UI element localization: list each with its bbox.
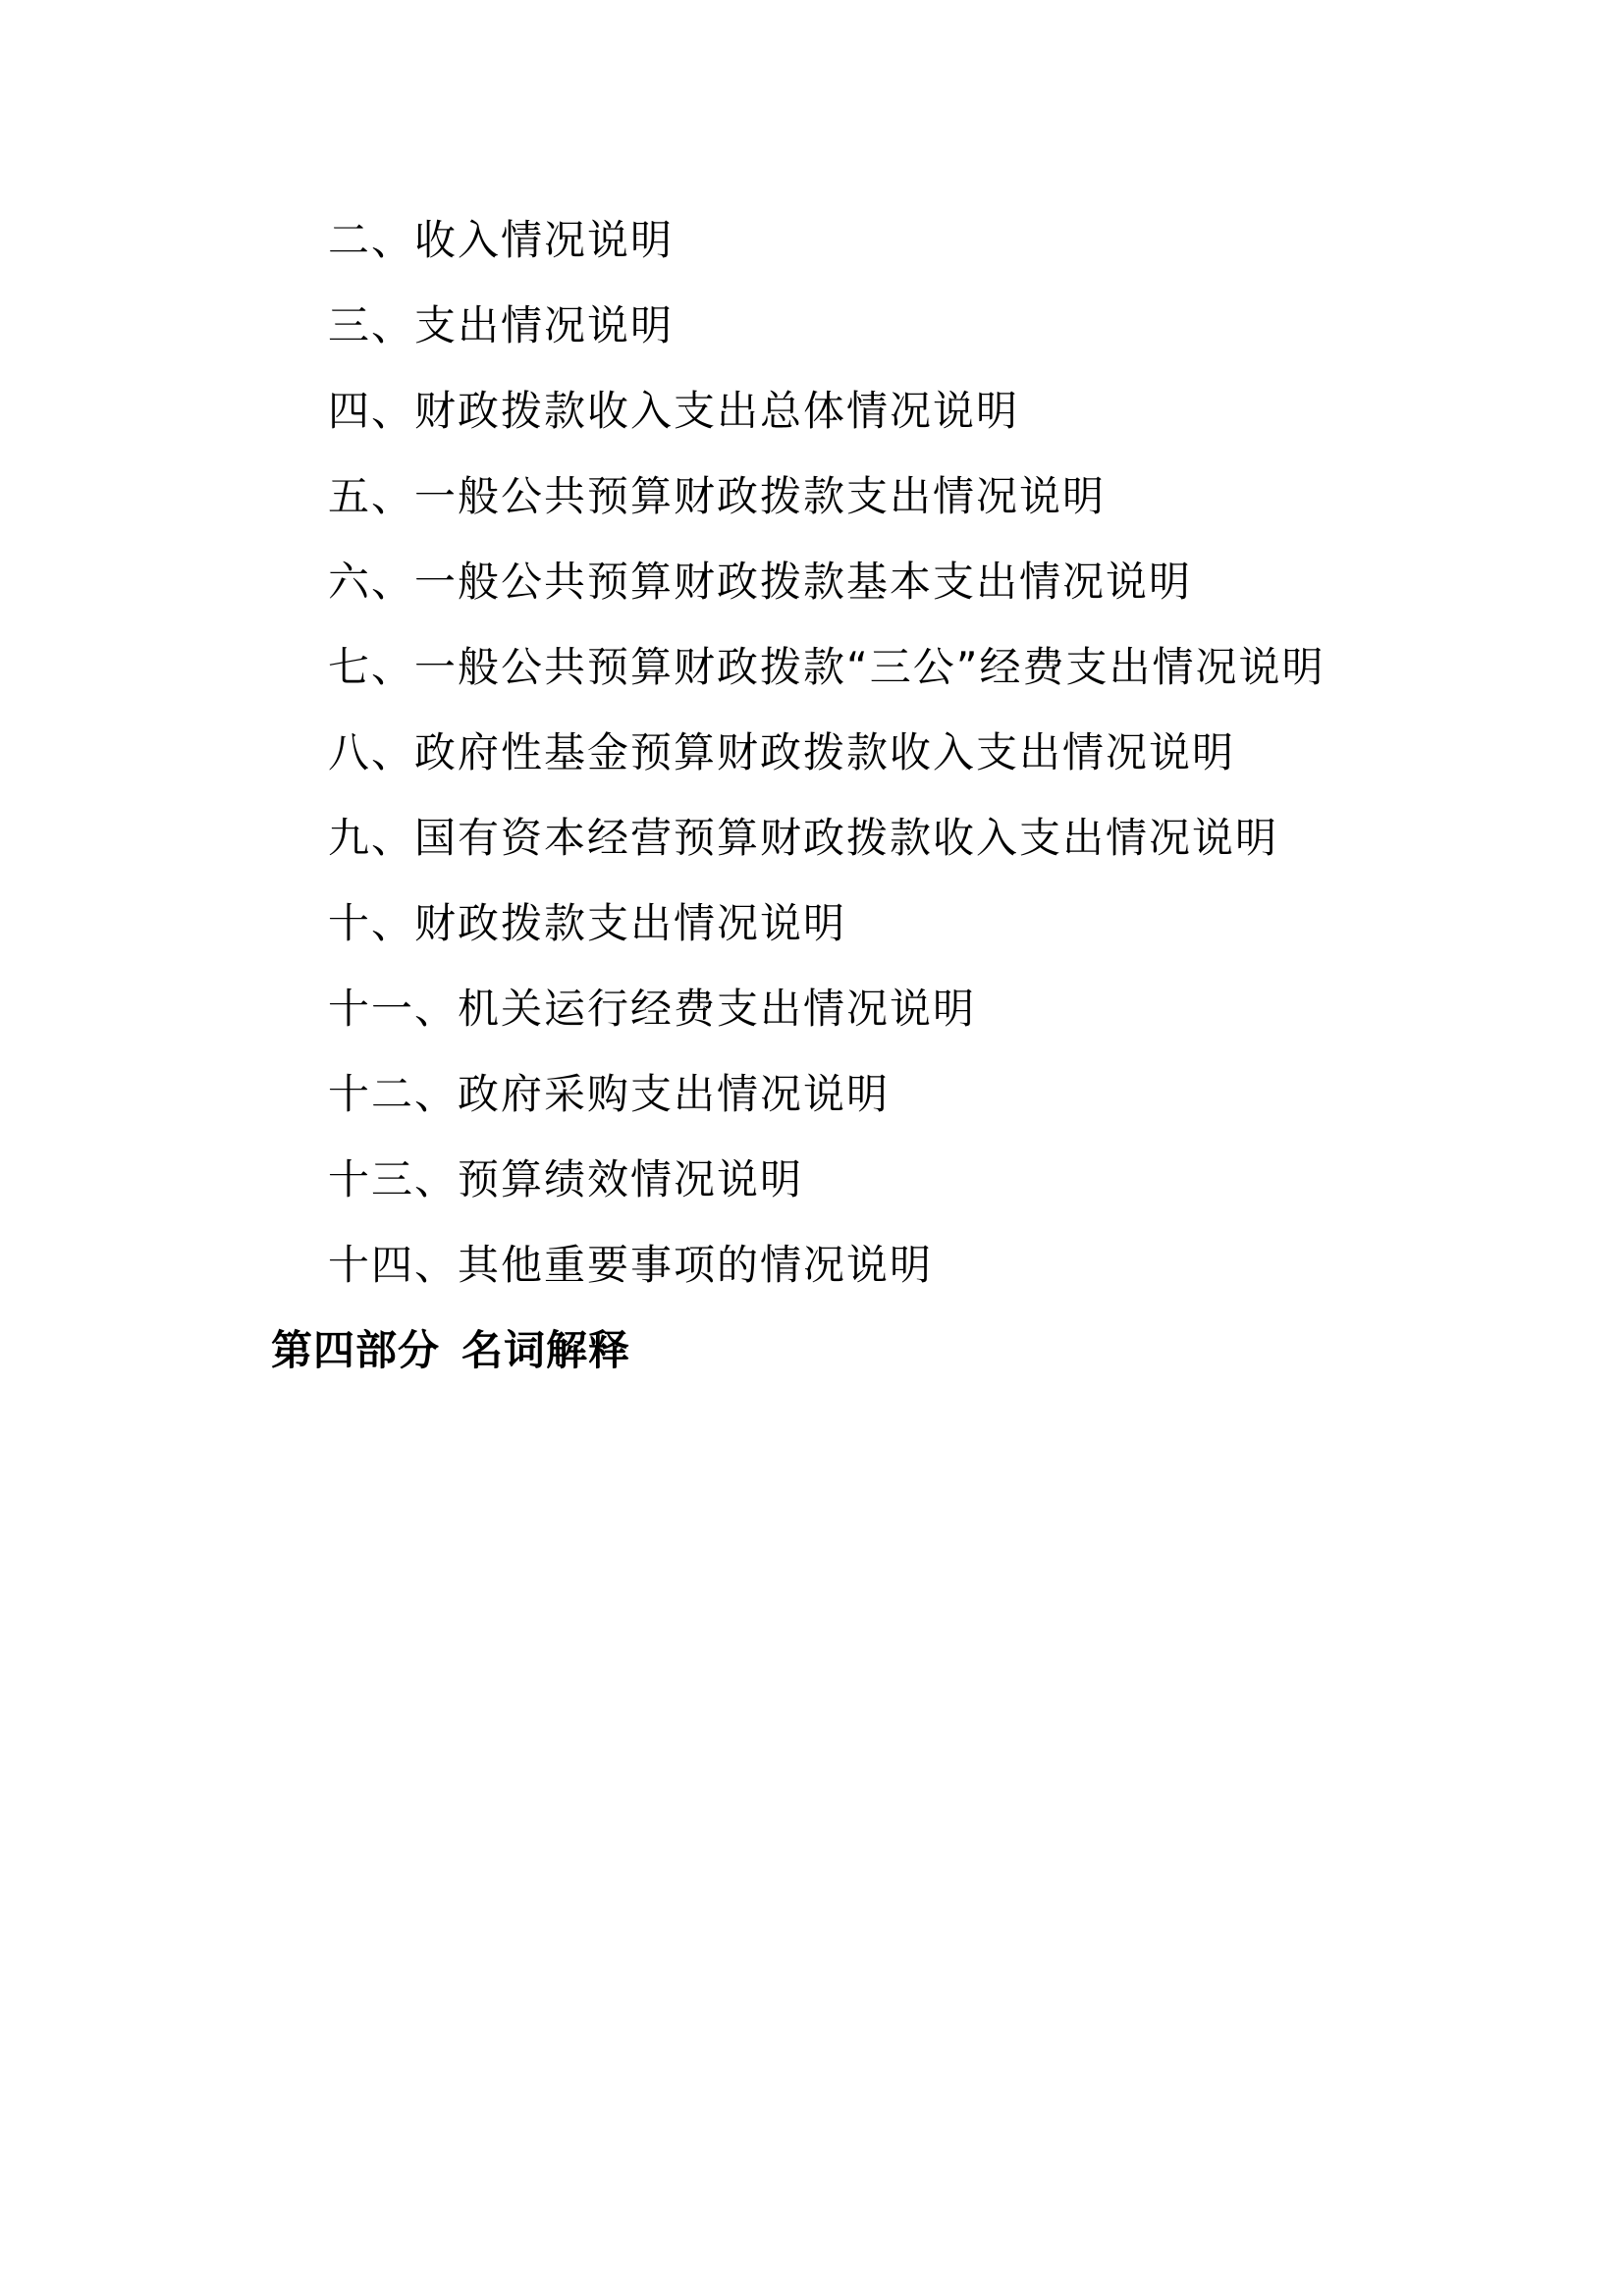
toc-item-general-budget-expenditure: 五、一般公共预算财政拨款支出情况说明: [328, 472, 1107, 520]
toc-item-other-matters: 十四、其他重要事项的情况说明: [328, 1241, 934, 1289]
toc-item-operating-funds: 十一、机关运行经费支出情况说明: [328, 985, 977, 1033]
toc-item-government-procurement: 十二、政府采购支出情况说明: [328, 1070, 891, 1118]
toc-item-budget-performance: 十三、预算绩效情况说明: [328, 1155, 804, 1203]
toc-item-three-public-expenses: 七、一般公共预算财政拨款“三公”经费支出情况说明: [328, 643, 1326, 691]
part-four-label: 第四部分: [271, 1326, 441, 1374]
toc-item-fiscal-expenditure: 十、财政拨款支出情况说明: [328, 899, 847, 947]
toc-item-income: 二、收入情况说明: [328, 216, 675, 264]
toc-item-state-capital: 九、国有资本经营预算财政拨款收入支出情况说明: [328, 814, 1279, 862]
toc-part-four-heading: [271, 1326, 630, 1375]
toc-item-expenditure: 三、支出情况说明: [328, 301, 675, 349]
toc-item-government-fund: 八、政府性基金预算财政拨款收入支出情况说明: [328, 728, 1236, 776]
part-four-title: 名词解释: [461, 1326, 631, 1374]
toc-item-general-budget-basic: 六、一般公共预算财政拨款基本支出情况说明: [328, 558, 1193, 606]
toc-item-fiscal-overall: 四、财政拨款收入支出总体情况说明: [328, 387, 1020, 435]
